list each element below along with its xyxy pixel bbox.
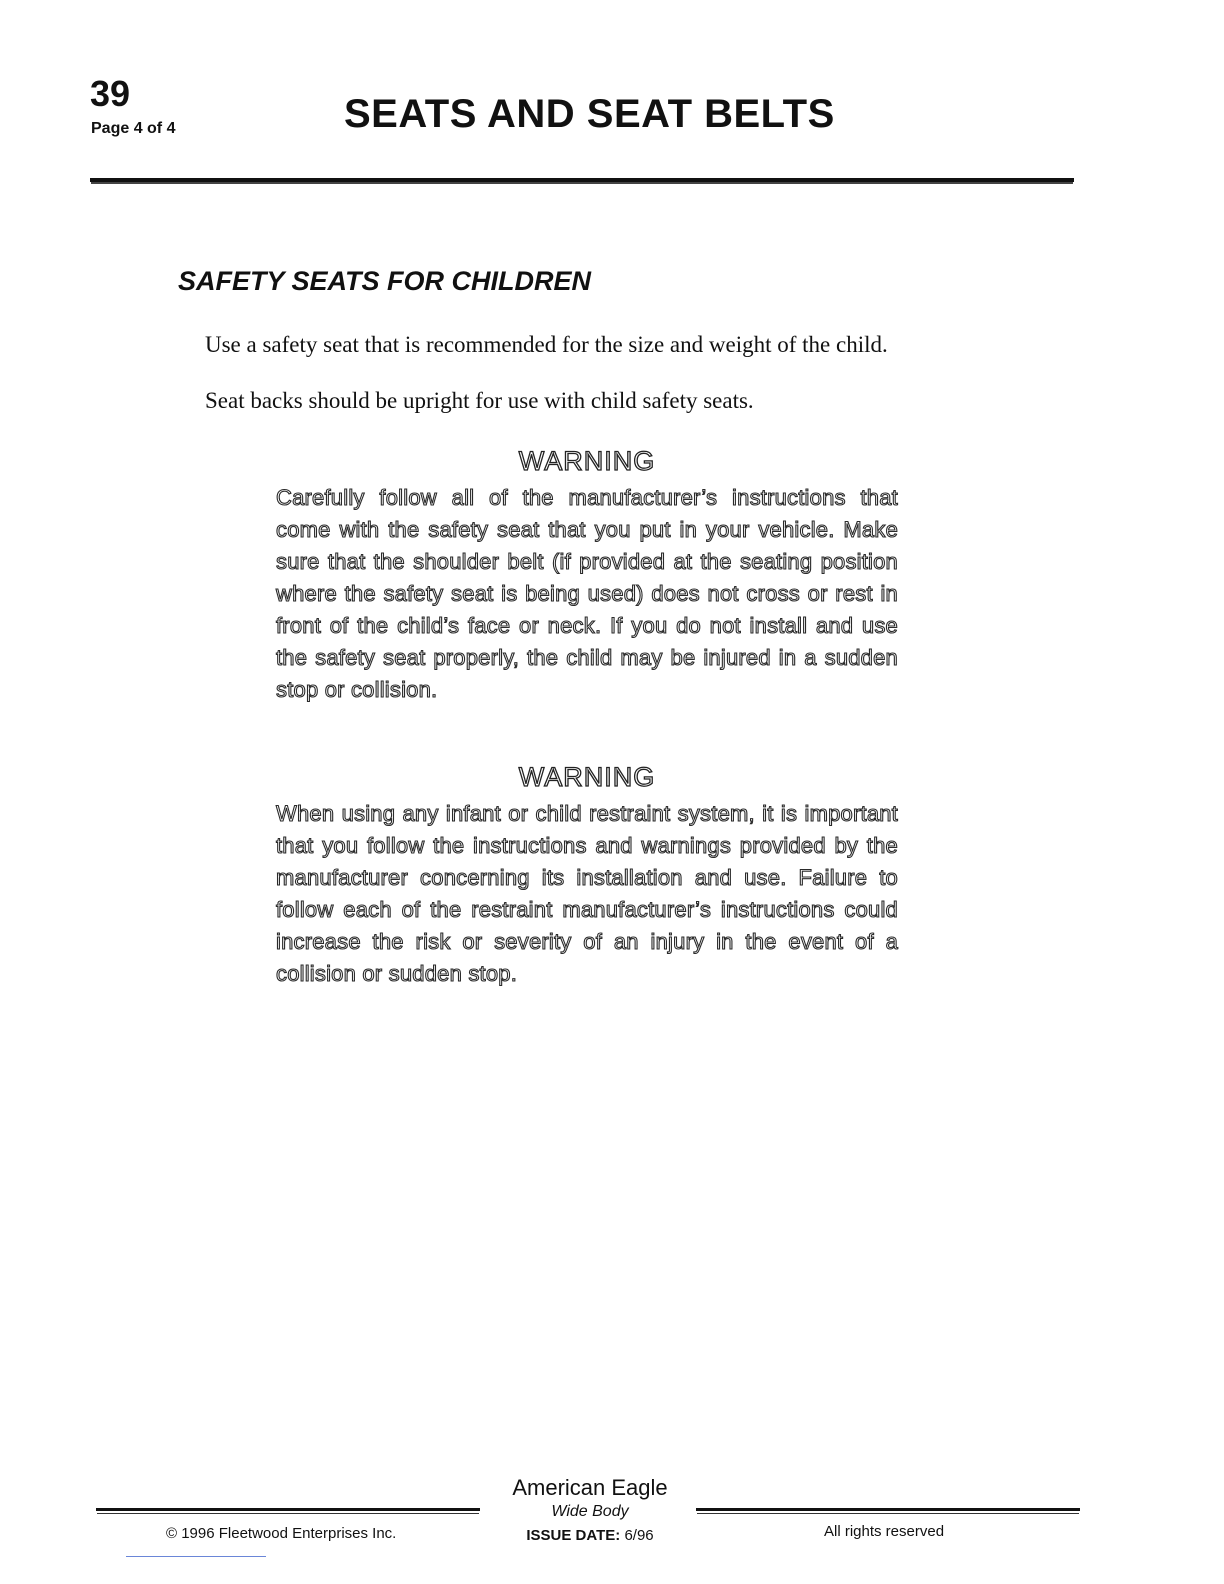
warning-text: When using any infant or child restraint system, it is important that you follow the instructions and warnings provided by the manufacturer concerning its installation and use. Failure to follow each of the restraint manufacturer’s instructions could increase the risk or severity of an injury in the event of a collision or sudden stop. (276, 801, 898, 986)
issue-date-label: ISSUE DATE: (526, 1527, 621, 1544)
footer-copyright: © 1996 Fleetwood Enterprises Inc. (166, 1525, 397, 1542)
warning-text: Carefully follow all of the manufacturer’s instructions that come with the safety seat that you put in your vehicle. Make sure that the shoulder belt (if provided at the seating position where the safety seat is being used) does not cross or rest in front of the child’s face or neck. If you do not install and use the safety seat properly, the child may be injured in a sudden stop or collision. (276, 485, 898, 702)
warning-heading: WARNING (518, 446, 656, 476)
header-divider (90, 178, 1074, 182)
scan-underline-mark (126, 1556, 266, 1557)
page-title: SEATS AND SEAT BELTS (344, 92, 835, 136)
footer-divider-left (96, 1508, 480, 1511)
issue-date-value: 6/96 (624, 1527, 654, 1544)
page-indicator: Page 4 of 4 (91, 120, 176, 137)
footer-model: Wide Body (551, 1503, 629, 1520)
footer-rights: All rights reserved (824, 1523, 945, 1540)
body-paragraph: Seat backs should be upright for use with child safety seats. (205, 388, 754, 413)
warning-block (276, 760, 898, 990)
chapter-number: 39 (90, 73, 131, 114)
footer-issue-date (490, 1526, 690, 1546)
warning-heading: WARNING (518, 762, 656, 792)
footer-brand: American Eagle (512, 1475, 668, 1500)
body-paragraph: Use a safety seat that is recommended for the size and weight of the child. (205, 332, 888, 357)
section-heading: SAFETY SEATS FOR CHILDREN (178, 266, 592, 296)
warning-block (276, 444, 898, 706)
footer-divider-right (696, 1508, 1080, 1511)
